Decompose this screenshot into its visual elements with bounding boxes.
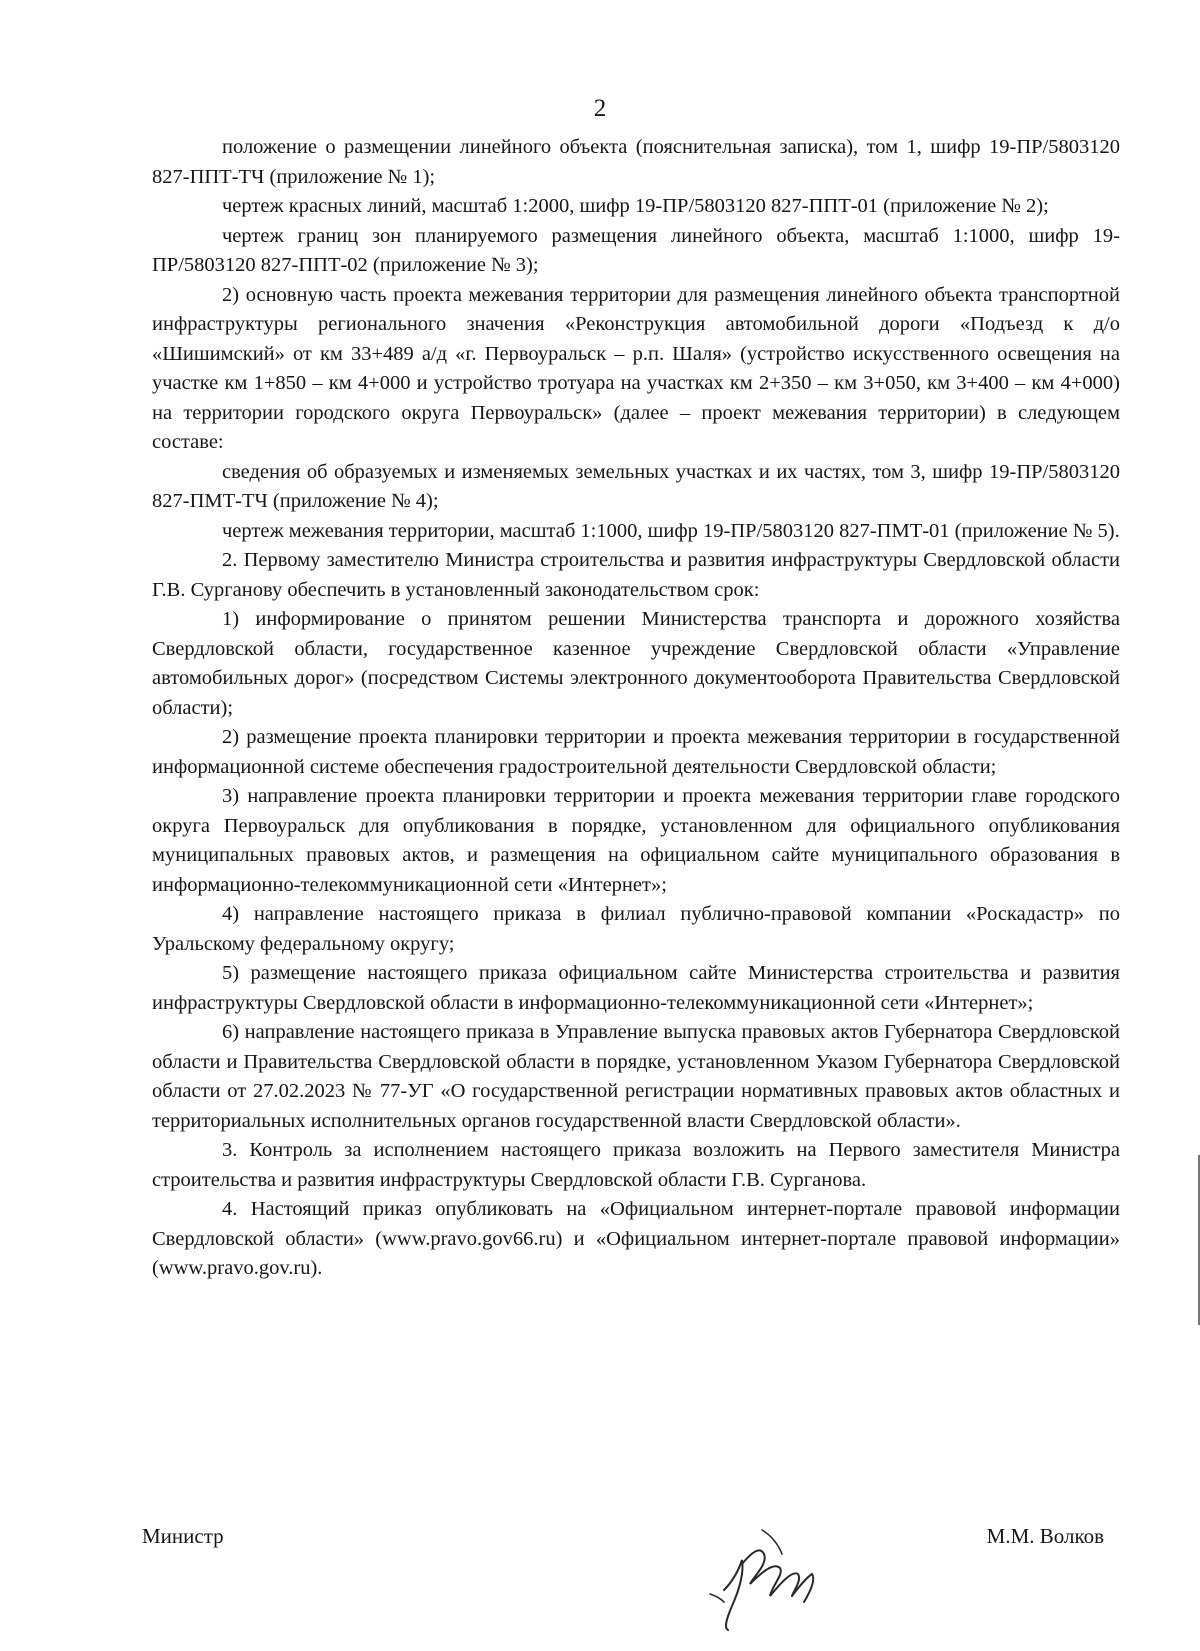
paragraph: 2) основную часть проекта межевания территории для размещения линейного объекта транспортной инфраструктуры регионального значения «Реконструкция автомобильной дороги «Подъезд к д/о «Шишимский» от км 33+489 а/д «г. Первоуральск – р.п. Шаля» (устройство искусственного освещения на участке км 1+850 – км 4+000 и устройство тротуара на участках км 2+350 – км 3+050, км 3+400 – км 4+000) на территории городского округа Первоуральск» (далее – проект межевания территории) в следующем составе:: [152, 283, 1120, 453]
paragraph: чертеж границ зон планируемого размещения линейного объекта, масштаб 1:1000, шифр 19-ПР/5803120 827-ППТ-02 (приложение № 3);: [152, 224, 1120, 276]
paragraph: 4) направление настоящего приказа в филиал публично-правовой компании «Роскадастр» по Уральскому федеральному округу;: [152, 903, 1120, 955]
paragraph: 2) размещение проекта планировки территории и проекта межевания территории в государственной информационной системе обеспечения градостроительной деятельности Свердловской области;: [152, 726, 1120, 778]
paragraph: чертеж межевания территории, масштаб 1:1000, шифр 19-ПР/5803120 827-ПМТ-01 (приложение № 5).: [222, 519, 1120, 542]
paragraph: сведения об образуемых и изменяемых земельных участках и их частях, том 3, шифр 19-ПР/5803120 827-ПМТ-ТЧ (приложение № 4);: [152, 460, 1120, 512]
paragraph: 2. Первому заместителю Министра строительства и развития инфраструктуры Свердловской области Г.В. Сурганову обеспечить в установленный законодательством срок:: [152, 549, 1120, 601]
paragraph: 3. Контроль за исполнением настоящего приказа возложить на Первого заместителя Министра строительства и развития инфраструктуры Свердловской области Г.В. Сурганова.: [152, 1139, 1120, 1191]
signature-block: [142, 1524, 1104, 1634]
paragraph: 6) направление настоящего приказа в Управление выпуска правовых актов Губернатора Свердловской области и Правительства Свердловской области в порядке, установленном Указом Губернатора Свердловской области от 27.02.2023 № 77-УГ «О государственной регистрации нормативных правовых актов областных и территориальных исполнительных органов государственной власти Свердловской области».: [152, 1021, 1120, 1132]
handwritten-signature-icon: [702, 1524, 842, 1634]
paragraph: 5) размещение настоящего приказа официальном сайте Министерства строительства и развития инфраструктуры Свердловской области в информационно-телекоммуникационной сети «Интернет»;: [152, 962, 1120, 1014]
page-number: 2: [593, 95, 607, 122]
paragraph: 4. Настоящий приказ опубликовать на «Официальном интернет-портале правовой информации Свердловской области» (www.pravo.gov66.ru) и «Официальном интернет-портале правовой информации» (www.pravo.gov.ru).: [152, 1198, 1120, 1279]
paragraph: положение о размещении линейного объекта (пояснительная записка), том 1, шифр 19-ПР/5803120 827-ППТ-ТЧ (приложение № 1);: [152, 136, 1120, 188]
signer-name: М.М. Волков: [986, 1524, 1104, 1548]
paragraph: 3) направление проекта планировки территории и проекта межевания территории главе городского округа Первоуральск для опубликования в порядке, установленном для официального опубликования муниципальных правовых актов, и размещения на официальном сайте муниципального образования в информационно-телекоммуникационной сети «Интернет»;: [152, 785, 1120, 896]
paragraph: 1) информирование о принятом решении Министерства транспорта и дорожного хозяйства Свердловской области, государственное казенное учреждение Свердловской области «Управление автомобильных дорог» (посредством Системы электронного документооборота Правительства Свердловской области);: [152, 608, 1120, 719]
paragraph: чертеж красных линий, масштаб 1:2000, шифр 19-ПР/5803120 827-ППТ-01 (приложение № 2);: [222, 195, 1049, 217]
document-body: [152, 133, 1120, 1284]
signer-title: Министр: [142, 1524, 224, 1548]
